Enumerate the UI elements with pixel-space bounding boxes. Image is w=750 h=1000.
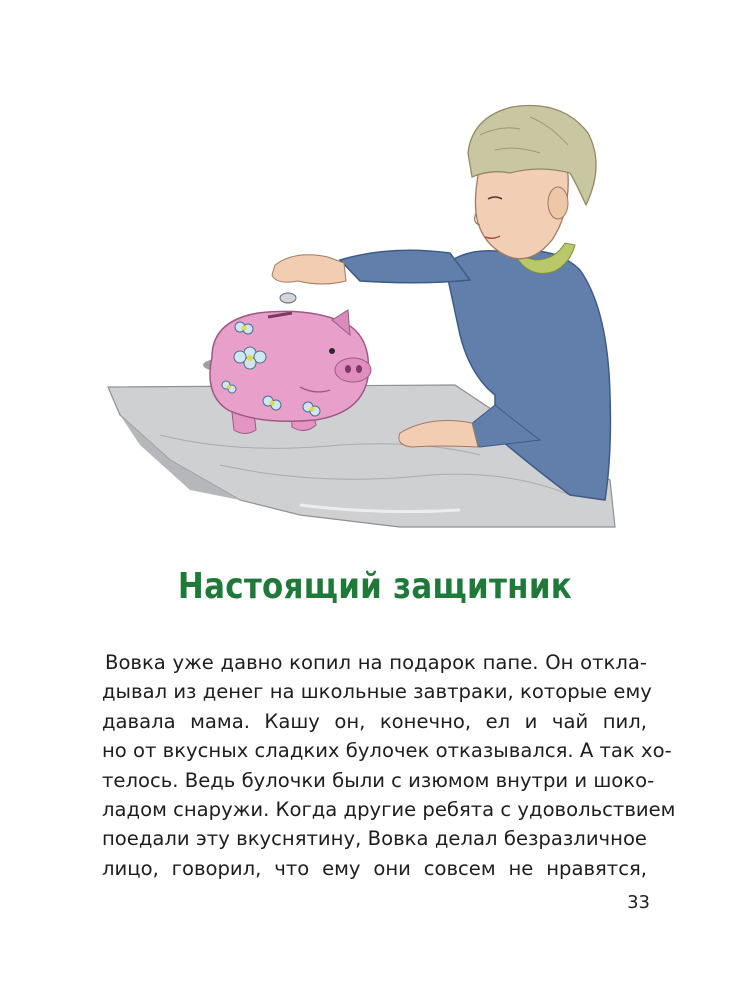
paragraph-line: ладом снаружи. Когда другие ребята с удовольствием: [102, 798, 676, 822]
paragraph-line: Вовка уже давно копил на подарок папе. Он откла-: [105, 651, 647, 674]
paragraph-line: но от вкусных сладких булочек отказывался. А так хо-: [102, 739, 672, 763]
paragraph-line: дывал из денег на школьные завтраки, которые ему: [102, 680, 652, 704]
paragraph-line: лицо, говорил, что ему они совсем не нравятся,: [102, 856, 647, 880]
page-number: 33: [627, 892, 650, 913]
paragraph-line: поедали эту вкуснятину, Вовка делал безразличное: [102, 827, 647, 851]
paragraph-line: телось. Ведь булочки были с изюмом внутри и шоко-: [102, 768, 655, 792]
boy-with-piggy-bank-illustration: [100, 95, 620, 535]
paragraph-line: давала мама. Кашу он, конечно, ел и чай пил,: [102, 709, 647, 733]
page-title: Настоящий защитник: [177, 566, 573, 607]
story-paragraph: [102, 648, 676, 883]
